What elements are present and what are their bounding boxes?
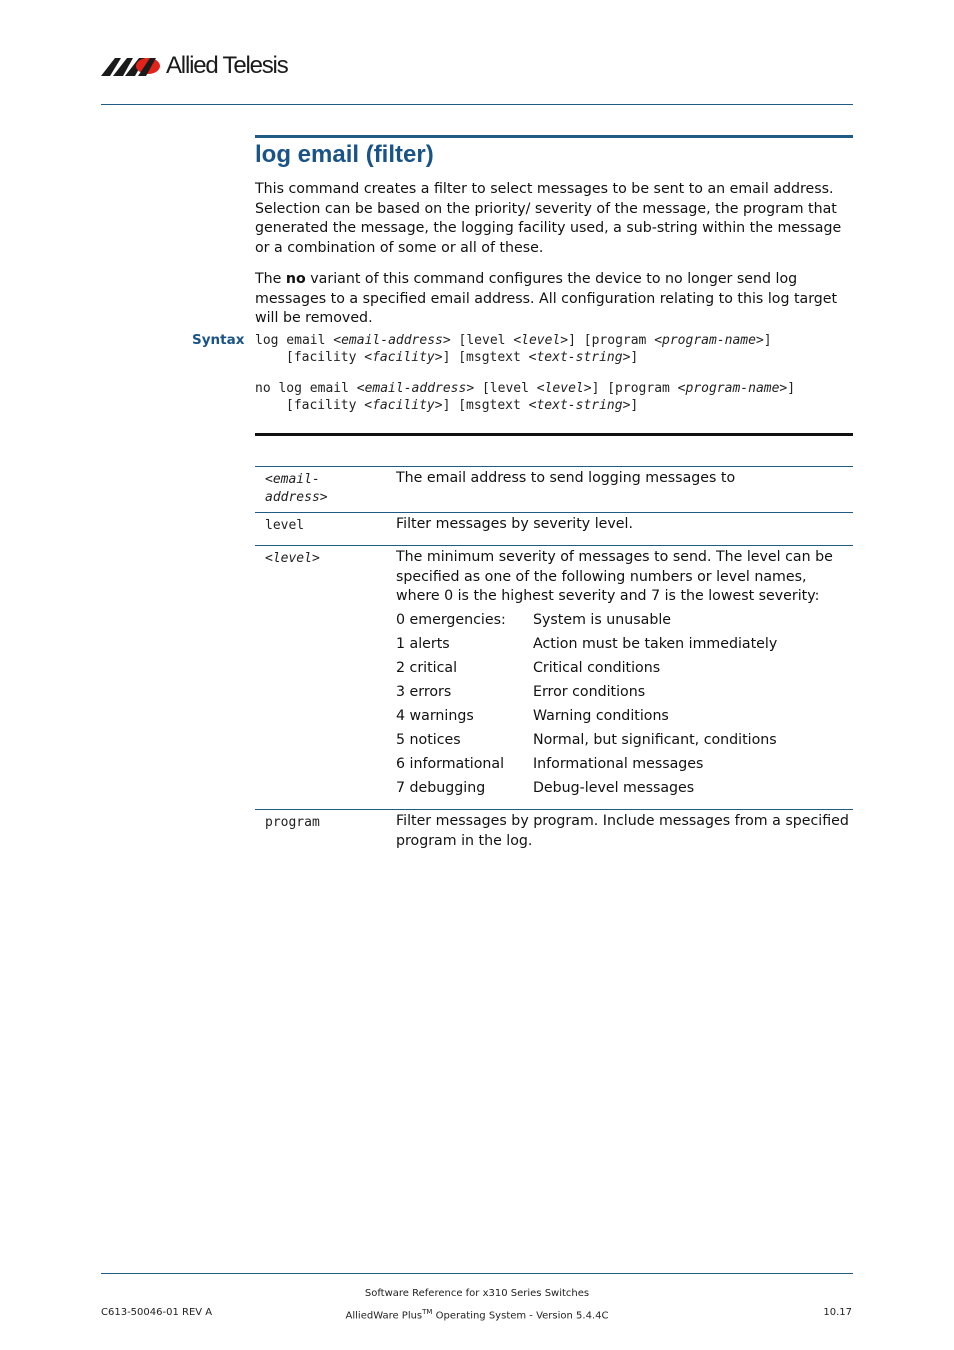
no-prefix: The <box>255 271 286 287</box>
severity-level-name: 7 debugging <box>396 780 486 796</box>
table-rule <box>255 809 853 810</box>
table-top-thick-rule <box>255 433 853 436</box>
footer-product: AlliedWare Plus™ Operating System - Version 5.4.4C <box>345 1308 609 1322</box>
syntax-line-1: log email <email-address> [level <level>] [program <program-name>] <box>255 333 772 348</box>
footer-page-number: 10.17 <box>823 1307 852 1318</box>
severity-level-description: Informational messages <box>533 756 704 772</box>
syntax-line-2: [facility <facility>] [msgtext <text-string>] <box>286 350 639 365</box>
page-title: log email (filter) <box>255 141 434 168</box>
no-variant-paragraph <box>255 270 853 329</box>
severity-level-description: Error conditions <box>533 684 646 700</box>
severity-level-name: 3 errors <box>396 684 452 700</box>
param-email-address: <email- address> <box>265 472 328 505</box>
table-rule <box>255 466 853 467</box>
syntax-line-3: no log email <email-address> [level <level>] [program <program-name>] <box>255 381 796 396</box>
title-bar <box>255 135 853 138</box>
param-level-keyword-desc: Filter messages by severity level. <box>396 516 633 532</box>
allied-telesis-logo-icon <box>101 55 163 77</box>
syntax-label: Syntax <box>192 332 245 348</box>
severity-level-description: Warning conditions <box>533 708 669 724</box>
severity-level-name: 6 informational <box>396 756 505 772</box>
footer-doc-id: C613-50046-01 REV A <box>101 1307 213 1318</box>
param-program-desc: Filter messages by program. Include messages from a specified program in the log. <box>396 813 849 849</box>
footer-doc-title: Software Reference for x310 Series Switches <box>364 1288 590 1299</box>
severity-level-name: 5 notices <box>396 732 461 748</box>
param-email-address-desc: The email address to send logging messages to <box>396 470 736 486</box>
severity-level-name: 2 critical <box>396 660 458 676</box>
severity-level-description: Action must be taken immediately <box>533 636 778 652</box>
severity-level-description: Debug-level messages <box>533 780 695 796</box>
table-rule <box>255 545 853 546</box>
company-logo <box>101 52 288 80</box>
brand-name: Allied Telesis <box>166 52 288 79</box>
footer-rule <box>101 1273 853 1274</box>
param-level-value: <level> <box>265 551 320 566</box>
severity-level-description: Normal, but significant, conditions <box>533 732 777 748</box>
severity-level-description: Critical conditions <box>533 660 661 676</box>
intro-paragraph: This command creates a filter to select messages to be sent to an email address. Selection can be based on the priority/ severity of the message, the program that generated the message, the logging facility used, a sub-string within the message or a combination of some or all of these. <box>255 181 842 256</box>
severity-level-description: System is unusable <box>533 612 671 628</box>
param-program: program <box>265 815 320 830</box>
no-rest: variant of this command configures the device to no longer send log messages to a specified email address. All configuration relating to this log target will be removed. <box>255 271 838 326</box>
severity-level-name: 0 emergencies: <box>396 612 506 628</box>
header-rule <box>101 104 853 105</box>
no-keyword: no <box>285 271 306 287</box>
syntax-line-4: [facility <facility>] [msgtext <text-string>] <box>286 398 639 413</box>
severity-level-name: 1 alerts <box>396 636 450 652</box>
param-level-keyword: level <box>265 518 305 533</box>
table-rule <box>255 512 853 513</box>
severity-level-name: 4 warnings <box>396 708 474 724</box>
param-level-value-desc: The minimum severity of messages to send. The level can be specified as one of the following numbers or level names, where 0 is the highest severity and 7 is the lowest severity: <box>396 549 833 604</box>
